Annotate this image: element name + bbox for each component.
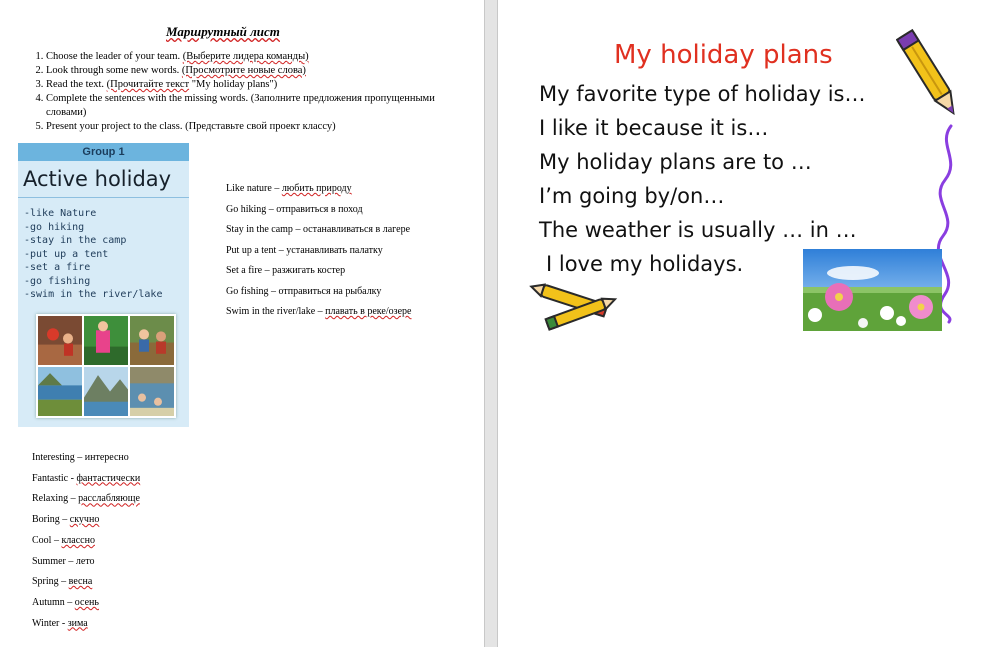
sentence-line: My favorite type of holiday is… xyxy=(539,82,866,106)
vocab-row: Fantastic - фантастически xyxy=(32,472,141,484)
activity-item: -like Nature xyxy=(24,208,97,219)
step-item: 1. Choose the leader of your team. (Выберите лидера команды) xyxy=(46,50,436,64)
worksheet-title: Маршрутный лист xyxy=(166,24,280,39)
vocab-row: Summer – лето xyxy=(32,555,95,567)
activity-item: -stay in the camp xyxy=(24,235,127,246)
phrase-vocabulary-list xyxy=(226,179,411,323)
vocab-row: Relaxing – расслабляюще xyxy=(32,493,140,505)
holiday-plans-page xyxy=(498,0,988,647)
vocab-row: Swim in the river/lake – плавать в реке/озере xyxy=(226,306,412,317)
photo-climbing xyxy=(38,316,82,365)
photo-river xyxy=(130,367,174,416)
group-activity-list xyxy=(24,207,189,302)
vocab-row: Winter - зима xyxy=(32,617,88,629)
activity-item: -go hiking xyxy=(24,221,85,233)
vocab-row: Stay in the camp – останавливаться в лагере xyxy=(226,224,411,235)
steps-list xyxy=(26,50,436,134)
step-item: 2. Look through some new words. (Просмотрите новые слова) xyxy=(46,64,436,78)
sentence-line: The weather is usually … in … xyxy=(539,218,857,242)
activity-item: -go fishing xyxy=(24,275,91,287)
sentence-line: I’m going by/on… xyxy=(539,184,725,208)
flower-meadow-photo xyxy=(803,249,942,331)
group-divider xyxy=(18,197,189,198)
photo-mountains xyxy=(84,367,128,416)
step-item: 5. Present your project to the class. (Представьте свой проект классу) xyxy=(46,120,436,134)
vocab-row: Cool – классно xyxy=(32,534,95,546)
sentence-line: My holiday plans are to … xyxy=(539,150,812,174)
vocab-row: Spring – весна xyxy=(32,576,93,588)
adjective-vocabulary-list xyxy=(32,448,140,634)
activity-photo-collage xyxy=(36,314,176,418)
group-header: Group 1 xyxy=(18,143,189,161)
vocab-row: Put up a tent – устанавливать палатку xyxy=(226,244,383,256)
group-card xyxy=(18,143,189,427)
holiday-plans-title: My holiday plans xyxy=(614,40,833,70)
step-item: 4. Complete the sentences with the missing words. (Заполните предложения пропущенными словами) xyxy=(46,92,436,120)
photo-hikers xyxy=(84,316,128,365)
crossed-crayons-icon xyxy=(524,280,618,340)
vocab-row: Like nature – любить природу xyxy=(226,183,352,194)
activity-item: -put up a tent xyxy=(24,248,109,260)
photo-lake xyxy=(38,367,82,416)
vocab-row: Boring – скучно xyxy=(32,514,100,526)
pencil-crayon-icon xyxy=(896,22,962,126)
step-item: 3. Read the text. (Прочитайте текст "My holiday plans") xyxy=(46,78,436,92)
activity-item: -swim in the river/lake xyxy=(24,289,163,300)
vocab-row: Go fishing – отправиться на рыбалку xyxy=(226,285,382,297)
sentence-line: I like it because it is… xyxy=(539,116,769,140)
worksheet-page xyxy=(0,0,484,647)
vocab-row: Autumn – осень xyxy=(32,596,99,608)
vocab-row: Set a fire – разжигать костер xyxy=(226,265,346,276)
vocab-row: Go hiking – отправиться в поход xyxy=(226,203,363,215)
vocab-row: Interesting – интересно xyxy=(32,452,129,463)
group-title: Active holiday xyxy=(23,167,172,191)
photo-camp xyxy=(130,316,174,365)
page-gutter xyxy=(484,0,498,647)
activity-item: -set a fire xyxy=(24,262,91,273)
closing-line: I love my holidays. xyxy=(546,252,744,276)
